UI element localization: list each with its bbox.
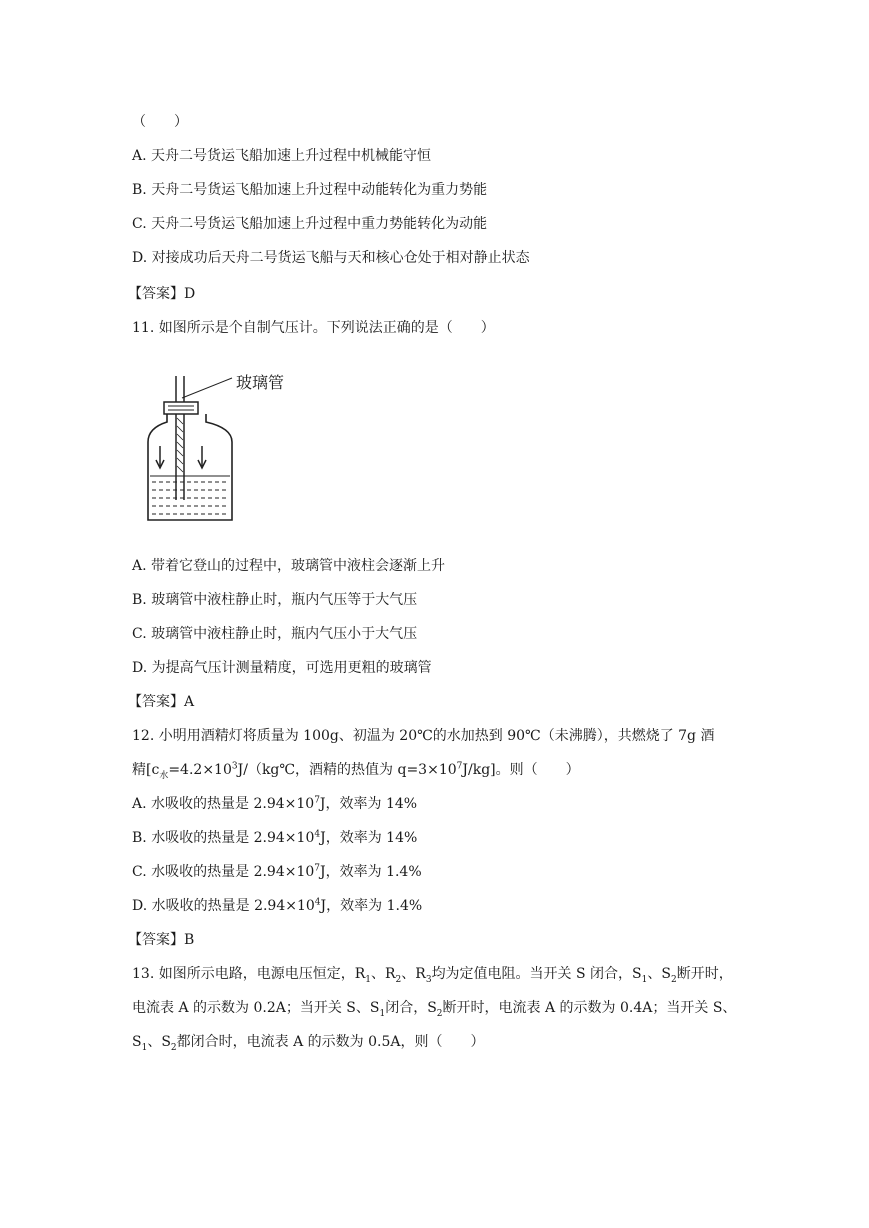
glass-tube-label: 玻璃管 [236,373,285,392]
q11-option-b: B. 玻璃管中液柱静止时，瓶内气压等于大气压 [132,592,418,608]
barometer-figure [140,368,240,532]
q12-option-b: B. 水吸收的热量是 $2.94\times 10^4J$，效率为 14% [132,829,418,846]
q13-stem-line3: $S_1$、$S_2$都闭合时，电流表 A 的示数为 0.5A，则（ ） [132,1034,485,1053]
barometer-diagram [140,368,240,528]
q10-option-a: A. 天舟二号货运飞船加速上升过程中机械能守恒 [132,148,432,164]
q11-stem: 11. 如图所示是个自制气压计。下列说法正确的是（ ） [132,320,495,336]
q11-option-c: C. 玻璃管中液柱静止时，瓶内气压小于大气压 [132,626,418,642]
q11-answer: 【答案】A [128,694,195,710]
q10-answer: 【答案】D [128,286,196,302]
q10-option-d: D. 对接成功后天舟二号货运飞船与天和核心仓处于相对静止状态 [132,250,530,266]
q13-stem-line2: 电流表 A 的示数为 0.2A；当开关 S、$S_1$闭合，$S_2$断开时，电流表 A 的示数为 0.4A；当开关 S、 [132,1000,737,1019]
q11-option-d: D. 为提高气压计测量精度，可选用更粗的玻璃管 [132,660,432,676]
q11-option-a: A. 带着它登山的过程中，玻璃管中液柱会逐渐上升 [132,558,446,574]
q12-answer: 【答案】B [128,932,195,948]
q13-stem-line1: 13. 如图所示电路，电源电压恒定，$R_1$、$R_2$、$R_3$均为定值电阻。当开关 S 闭合，$S_1$、$S_2$断开时， [132,966,733,985]
q10-bracket: （ ） [132,114,188,130]
q10-option-b: B. 天舟二号货运飞船加速上升过程中动能转化为重力势能 [132,182,488,198]
q12-option-d: D. 水吸收的热量是 $2.94\times 10^4J$，效率为 1.4% [132,897,423,914]
q12-stem-line2: 精[$c_水=4.2\times 10^3J/(kg℃$，酒精的热值为 $q=3\times 10^7J/kg$]。则（ ） [132,761,580,781]
q12-option-c: C. 水吸收的热量是 $2.94\times 10^7J$，效率为 1.4% [132,863,422,880]
q10-option-c: C. 天舟二号货运飞船加速上升过程中重力势能转化为动能 [132,216,488,232]
q12-option-a: A. 水吸收的热量是 $2.94\times 10^7J$，效率为 14% [132,795,418,812]
q12-stem-line1: 12. 小明用酒精灯将质量为 100g、初温为 20℃的水加热到 90℃（未沸腾），共燃烧了 7g 酒 [132,728,715,744]
